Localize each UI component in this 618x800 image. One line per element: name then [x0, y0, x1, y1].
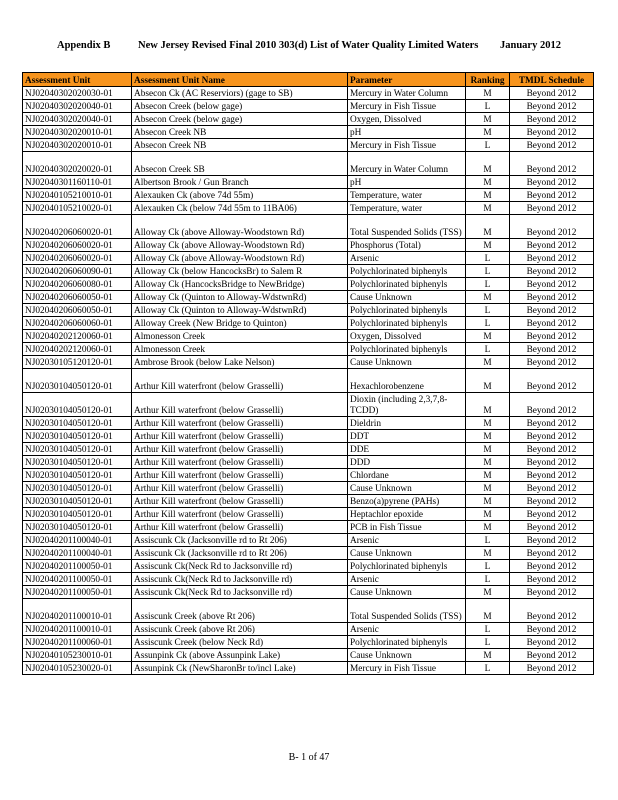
- table-row: [23, 291, 594, 304]
- cell-assessment-unit: NJ02040105210010-01: [23, 189, 132, 202]
- table-row: [23, 176, 594, 189]
- cell-assessment-unit-name: Assiscunk Ck (Jacksonville rd to Rt 206): [132, 547, 348, 560]
- cell-assessment-unit-name: Arthur Kill waterfront (below Grasselli): [132, 443, 348, 456]
- cell-parameter: Mercury in Water Column: [348, 87, 466, 100]
- column-header-ranking: Ranking: [466, 73, 510, 87]
- cell-parameter: Cause Unknown: [348, 547, 466, 560]
- cell-assessment-unit: NJ02040201100050-01: [23, 560, 132, 573]
- table-row: [23, 343, 594, 356]
- table-row: [23, 265, 594, 278]
- column-header-assessment-unit: Assessment Unit: [23, 73, 132, 87]
- cell-assessment-unit-name: Arthur Kill waterfront (below Grasselli): [132, 495, 348, 508]
- table-row: [23, 330, 594, 343]
- cell-parameter: Dieldrin: [348, 417, 466, 430]
- cell-assessment-unit: NJ02030104050120-01: [23, 443, 132, 456]
- cell-tmdl-schedule: Beyond 2012: [510, 430, 594, 443]
- cell-assessment-unit-name: Arthur Kill waterfront (below Grasselli): [132, 521, 348, 534]
- cell-ranking: M: [466, 456, 510, 469]
- cell-assessment-unit: NJ02040302020030-01: [23, 87, 132, 100]
- cell-assessment-unit: NJ02040105230020-01: [23, 662, 132, 675]
- table-row: [23, 239, 594, 252]
- table-row: [23, 482, 594, 495]
- cell-assessment-unit-name: Absecon Creek SB: [132, 152, 348, 176]
- cell-assessment-unit: NJ02040206060020-01: [23, 215, 132, 239]
- cell-ranking: M: [466, 521, 510, 534]
- cell-ranking: M: [466, 239, 510, 252]
- cell-assessment-unit: NJ02040206060090-01: [23, 265, 132, 278]
- cell-assessment-unit: NJ02040201100040-01: [23, 547, 132, 560]
- document-date: January 2012: [500, 40, 561, 51]
- page-header: [0, 40, 618, 54]
- cell-assessment-unit: NJ02040105210020-01: [23, 202, 132, 215]
- cell-tmdl-schedule: Beyond 2012: [510, 189, 594, 202]
- cell-tmdl-schedule: Beyond 2012: [510, 521, 594, 534]
- cell-assessment-unit-name: Ambrose Brook (below Lake Nelson): [132, 356, 348, 369]
- cell-assessment-unit: NJ02030104050120-01: [23, 393, 132, 417]
- cell-tmdl-schedule: Beyond 2012: [510, 100, 594, 113]
- appendix-label: Appendix B: [57, 40, 111, 51]
- cell-tmdl-schedule: Beyond 2012: [510, 495, 594, 508]
- table-row: [23, 662, 594, 675]
- cell-ranking: M: [466, 417, 510, 430]
- cell-assessment-unit-name: Alloway Ck (Quinton to Alloway-WdstwnRd): [132, 291, 348, 304]
- cell-tmdl-schedule: Beyond 2012: [510, 215, 594, 239]
- cell-ranking: M: [466, 393, 510, 417]
- table-row: [23, 573, 594, 586]
- cell-assessment-unit: NJ02040302020020-01: [23, 152, 132, 176]
- cell-assessment-unit-name: Assiscunk Creek (above Rt 206): [132, 623, 348, 636]
- cell-assessment-unit: NJ02040206060020-01: [23, 252, 132, 265]
- cell-parameter: Phosphorus (Total): [348, 239, 466, 252]
- cell-tmdl-schedule: Beyond 2012: [510, 649, 594, 662]
- cell-tmdl-schedule: Beyond 2012: [510, 176, 594, 189]
- cell-assessment-unit: NJ02030104050120-01: [23, 521, 132, 534]
- document-title: New Jersey Revised Final 2010 303(d) List of Water Quality Limited Waters: [138, 40, 479, 51]
- cell-ranking: M: [466, 202, 510, 215]
- cell-parameter: Polychlorinated biphenyls: [348, 265, 466, 278]
- cell-assessment-unit: NJ02040301160110-01: [23, 176, 132, 189]
- table-row: [23, 649, 594, 662]
- cell-assessment-unit: NJ02040206060050-01: [23, 304, 132, 317]
- cell-assessment-unit-name: Arthur Kill waterfront (below Grasselli): [132, 482, 348, 495]
- cell-ranking: M: [466, 508, 510, 521]
- cell-assessment-unit: NJ02040302020040-01: [23, 100, 132, 113]
- cell-tmdl-schedule: Beyond 2012: [510, 126, 594, 139]
- table-row: [23, 586, 594, 599]
- cell-parameter: Polychlorinated biphenyls: [348, 304, 466, 317]
- cell-tmdl-schedule: Beyond 2012: [510, 547, 594, 560]
- cell-ranking: M: [466, 599, 510, 623]
- cell-assessment-unit: NJ02040201100050-01: [23, 573, 132, 586]
- cell-parameter: Mercury in Fish Tissue: [348, 139, 466, 152]
- cell-ranking: L: [466, 636, 510, 649]
- table-row: [23, 139, 594, 152]
- cell-tmdl-schedule: Beyond 2012: [510, 291, 594, 304]
- cell-parameter: Hexachlorobenzene: [348, 369, 466, 393]
- cell-parameter: Oxygen, Dissolved: [348, 330, 466, 343]
- table-row: [23, 469, 594, 482]
- cell-assessment-unit-name: Arthur Kill waterfront (below Grasselli): [132, 417, 348, 430]
- cell-assessment-unit-name: Alloway Ck (above Alloway-Woodstown Rd): [132, 252, 348, 265]
- column-header-tmdl-schedule: TMDL Schedule: [510, 73, 594, 87]
- cell-tmdl-schedule: Beyond 2012: [510, 662, 594, 675]
- cell-assessment-unit: NJ02030104050120-01: [23, 417, 132, 430]
- cell-ranking: L: [466, 343, 510, 356]
- cell-parameter: PCB in Fish Tissue: [348, 521, 466, 534]
- cell-parameter: Total Suspended Solids (TSS): [348, 599, 466, 623]
- cell-ranking: M: [466, 291, 510, 304]
- cell-ranking: M: [466, 189, 510, 202]
- cell-parameter: Arsenic: [348, 623, 466, 636]
- cell-assessment-unit-name: Assunpink Ck (NewSharonBr to/incl Lake): [132, 662, 348, 675]
- cell-tmdl-schedule: Beyond 2012: [510, 317, 594, 330]
- cell-ranking: M: [466, 495, 510, 508]
- cell-ranking: M: [466, 482, 510, 495]
- cell-tmdl-schedule: Beyond 2012: [510, 586, 594, 599]
- table-row: [23, 202, 594, 215]
- cell-tmdl-schedule: Beyond 2012: [510, 252, 594, 265]
- cell-parameter: Polychlorinated biphenyls: [348, 343, 466, 356]
- cell-tmdl-schedule: Beyond 2012: [510, 356, 594, 369]
- cell-parameter: Arsenic: [348, 573, 466, 586]
- cell-assessment-unit-name: Alloway Ck (above Alloway-Woodstown Rd): [132, 239, 348, 252]
- cell-ranking: M: [466, 87, 510, 100]
- cell-assessment-unit: NJ02040206060020-01: [23, 239, 132, 252]
- cell-assessment-unit: NJ02040202120060-01: [23, 330, 132, 343]
- cell-tmdl-schedule: Beyond 2012: [510, 304, 594, 317]
- cell-tmdl-schedule: Beyond 2012: [510, 482, 594, 495]
- cell-tmdl-schedule: Beyond 2012: [510, 508, 594, 521]
- cell-ranking: M: [466, 443, 510, 456]
- cell-ranking: L: [466, 304, 510, 317]
- cell-ranking: M: [466, 152, 510, 176]
- table-row: [23, 534, 594, 547]
- cell-ranking: M: [466, 369, 510, 393]
- cell-ranking: L: [466, 317, 510, 330]
- cell-tmdl-schedule: Beyond 2012: [510, 636, 594, 649]
- cell-assessment-unit: NJ02040302020010-01: [23, 126, 132, 139]
- cell-tmdl-schedule: Beyond 2012: [510, 87, 594, 100]
- table-row: [23, 317, 594, 330]
- table-row: [23, 215, 594, 239]
- cell-tmdl-schedule: Beyond 2012: [510, 417, 594, 430]
- cell-ranking: L: [466, 573, 510, 586]
- cell-tmdl-schedule: Beyond 2012: [510, 623, 594, 636]
- cell-assessment-unit: NJ02030105120120-01: [23, 356, 132, 369]
- cell-parameter: Total Suspended Solids (TSS): [348, 215, 466, 239]
- cell-ranking: M: [466, 330, 510, 343]
- cell-ranking: M: [466, 176, 510, 189]
- cell-ranking: L: [466, 560, 510, 573]
- page-number: B- 1 of 47: [288, 752, 330, 763]
- cell-assessment-unit: NJ02040302020010-01: [23, 139, 132, 152]
- cell-parameter: Mercury in Fish Tissue: [348, 100, 466, 113]
- cell-tmdl-schedule: Beyond 2012: [510, 369, 594, 393]
- water-quality-table: [22, 72, 594, 675]
- table-row: [23, 100, 594, 113]
- cell-parameter: Temperature, water: [348, 202, 466, 215]
- table-header-row: [23, 73, 594, 87]
- cell-assessment-unit: NJ02040201100050-01: [23, 586, 132, 599]
- table-row: [23, 304, 594, 317]
- cell-parameter: Mercury in Fish Tissue: [348, 662, 466, 675]
- cell-parameter: Mercury in Water Column: [348, 152, 466, 176]
- cell-assessment-unit: NJ02040201100060-01: [23, 636, 132, 649]
- table-row: [23, 356, 594, 369]
- cell-ranking: M: [466, 215, 510, 239]
- cell-parameter: Cause Unknown: [348, 291, 466, 304]
- cell-parameter: pH: [348, 176, 466, 189]
- cell-assessment-unit-name: Arthur Kill waterfront (below Grasselli): [132, 456, 348, 469]
- cell-assessment-unit-name: Arthur Kill waterfront (below Grasselli): [132, 393, 348, 417]
- cell-assessment-unit: NJ02030104050120-01: [23, 508, 132, 521]
- cell-assessment-unit: NJ02030104050120-01: [23, 369, 132, 393]
- table-row: [23, 508, 594, 521]
- cell-parameter: Polychlorinated biphenyls: [348, 560, 466, 573]
- table-row: [23, 278, 594, 291]
- table-row: [23, 189, 594, 202]
- cell-parameter: Polychlorinated biphenyls: [348, 636, 466, 649]
- cell-tmdl-schedule: Beyond 2012: [510, 330, 594, 343]
- cell-ranking: M: [466, 586, 510, 599]
- cell-tmdl-schedule: Beyond 2012: [510, 573, 594, 586]
- cell-ranking: M: [466, 356, 510, 369]
- cell-assessment-unit: NJ02040201100010-01: [23, 623, 132, 636]
- table-row: [23, 430, 594, 443]
- cell-assessment-unit: NJ02040105230010-01: [23, 649, 132, 662]
- cell-assessment-unit: NJ02040206060080-01: [23, 278, 132, 291]
- cell-assessment-unit: NJ02040201100010-01: [23, 599, 132, 623]
- cell-assessment-unit: NJ02040302020040-01: [23, 113, 132, 126]
- cell-assessment-unit-name: Alloway Ck (Quinton to Alloway-WdstwnRd): [132, 304, 348, 317]
- cell-assessment-unit-name: Arthur Kill waterfront (below Grasselli): [132, 469, 348, 482]
- cell-assessment-unit-name: Arthur Kill waterfront (below Grasselli): [132, 430, 348, 443]
- cell-assessment-unit-name: Alexauken Ck (above 74d 55m): [132, 189, 348, 202]
- cell-tmdl-schedule: Beyond 2012: [510, 113, 594, 126]
- column-header-parameter: Parameter: [348, 73, 466, 87]
- cell-ranking: L: [466, 139, 510, 152]
- cell-assessment-unit: NJ02030104050120-01: [23, 482, 132, 495]
- cell-parameter: DDE: [348, 443, 466, 456]
- cell-tmdl-schedule: Beyond 2012: [510, 599, 594, 623]
- cell-parameter: DDD: [348, 456, 466, 469]
- cell-tmdl-schedule: Beyond 2012: [510, 560, 594, 573]
- table-row: [23, 152, 594, 176]
- cell-ranking: M: [466, 113, 510, 126]
- cell-assessment-unit-name: Absecon Creek NB: [132, 126, 348, 139]
- cell-tmdl-schedule: Beyond 2012: [510, 278, 594, 291]
- cell-parameter: Cause Unknown: [348, 649, 466, 662]
- cell-assessment-unit-name: Assunpink Ck (above Assunpink Lake): [132, 649, 348, 662]
- table-row: [23, 636, 594, 649]
- cell-parameter: Cause Unknown: [348, 356, 466, 369]
- cell-ranking: M: [466, 430, 510, 443]
- cell-assessment-unit: NJ02040206060060-01: [23, 317, 132, 330]
- cell-parameter: Cause Unknown: [348, 586, 466, 599]
- cell-ranking: M: [466, 547, 510, 560]
- table-row: [23, 443, 594, 456]
- cell-ranking: L: [466, 278, 510, 291]
- cell-tmdl-schedule: Beyond 2012: [510, 139, 594, 152]
- cell-parameter: Oxygen, Dissolved: [348, 113, 466, 126]
- cell-parameter: Arsenic: [348, 534, 466, 547]
- table-row: [23, 456, 594, 469]
- cell-parameter: Chlordane: [348, 469, 466, 482]
- cell-assessment-unit-name: Assiscunk Creek (below Neck Rd): [132, 636, 348, 649]
- cell-ranking: M: [466, 469, 510, 482]
- table-row: [23, 560, 594, 573]
- table-row: [23, 547, 594, 560]
- cell-ranking: L: [466, 265, 510, 278]
- cell-ranking: L: [466, 252, 510, 265]
- cell-tmdl-schedule: Beyond 2012: [510, 265, 594, 278]
- cell-assessment-unit: NJ02030104050120-01: [23, 456, 132, 469]
- cell-ranking: L: [466, 662, 510, 675]
- cell-parameter: Arsenic: [348, 252, 466, 265]
- cell-parameter: Temperature, water: [348, 189, 466, 202]
- cell-parameter: pH: [348, 126, 466, 139]
- cell-assessment-unit: NJ02040201100040-01: [23, 534, 132, 547]
- cell-assessment-unit-name: Absecon Creek NB: [132, 139, 348, 152]
- cell-assessment-unit: NJ02030104050120-01: [23, 469, 132, 482]
- cell-parameter: Heptachlor epoxide: [348, 508, 466, 521]
- table-row: [23, 417, 594, 430]
- cell-parameter: Polychlorinated biphenyls: [348, 278, 466, 291]
- cell-parameter: DDT: [348, 430, 466, 443]
- table-row: [23, 393, 594, 417]
- cell-assessment-unit: NJ02030104050120-01: [23, 430, 132, 443]
- table-row: [23, 623, 594, 636]
- cell-assessment-unit-name: Alloway Creek (New Bridge to Quinton): [132, 317, 348, 330]
- table-body: [23, 87, 594, 675]
- cell-tmdl-schedule: Beyond 2012: [510, 202, 594, 215]
- table-row: [23, 369, 594, 393]
- cell-assessment-unit: NJ02030104050120-01: [23, 495, 132, 508]
- cell-assessment-unit-name: Albertson Brook / Gun Branch: [132, 176, 348, 189]
- table-row: [23, 521, 594, 534]
- cell-assessment-unit-name: Alloway Ck (above Alloway-Woodstown Rd): [132, 215, 348, 239]
- cell-parameter: Cause Unknown: [348, 482, 466, 495]
- table-row: [23, 126, 594, 139]
- cell-assessment-unit: NJ02040202120060-01: [23, 343, 132, 356]
- cell-ranking: L: [466, 100, 510, 113]
- cell-assessment-unit-name: Almonesson Creek: [132, 343, 348, 356]
- cell-assessment-unit-name: Absecon Creek (below gage): [132, 100, 348, 113]
- cell-ranking: M: [466, 126, 510, 139]
- cell-assessment-unit-name: Alloway Ck (HancocksBridge to NewBridge): [132, 278, 348, 291]
- table-row: [23, 599, 594, 623]
- cell-tmdl-schedule: Beyond 2012: [510, 343, 594, 356]
- column-header-assessment-unit-name: Assessment Unit Name: [132, 73, 348, 87]
- cell-tmdl-schedule: Beyond 2012: [510, 443, 594, 456]
- table-row: [23, 87, 594, 100]
- cell-assessment-unit-name: Arthur Kill waterfront (below Grasselli): [132, 508, 348, 521]
- cell-tmdl-schedule: Beyond 2012: [510, 393, 594, 417]
- cell-tmdl-schedule: Beyond 2012: [510, 239, 594, 252]
- table-row: [23, 495, 594, 508]
- cell-ranking: L: [466, 534, 510, 547]
- cell-parameter: Polychlorinated biphenyls: [348, 317, 466, 330]
- cell-assessment-unit-name: Arthur Kill waterfront (below Grasselli): [132, 369, 348, 393]
- cell-ranking: L: [466, 623, 510, 636]
- cell-assessment-unit-name: Assiscunk Ck(Neck Rd to Jacksonville rd): [132, 573, 348, 586]
- cell-tmdl-schedule: Beyond 2012: [510, 534, 594, 547]
- table-row: [23, 252, 594, 265]
- cell-assessment-unit-name: Absecon Ck (AC Reserviors) (gage to SB): [132, 87, 348, 100]
- cell-assessment-unit-name: Alexauken Ck (below 74d 55m to 11BA06): [132, 202, 348, 215]
- cell-assessment-unit-name: Absecon Creek (below gage): [132, 113, 348, 126]
- cell-assessment-unit-name: Almonesson Creek: [132, 330, 348, 343]
- cell-tmdl-schedule: Beyond 2012: [510, 469, 594, 482]
- cell-tmdl-schedule: Beyond 2012: [510, 152, 594, 176]
- table-row: [23, 113, 594, 126]
- cell-tmdl-schedule: Beyond 2012: [510, 456, 594, 469]
- cell-assessment-unit: NJ02040206060050-01: [23, 291, 132, 304]
- cell-assessment-unit-name: Assiscunk Creek (above Rt 206): [132, 599, 348, 623]
- cell-assessment-unit-name: Alloway Ck (below HancocksBr) to Salem R: [132, 265, 348, 278]
- cell-parameter: Benzo(a)pyrene (PAHs): [348, 495, 466, 508]
- cell-parameter: Dioxin (including 2,3,7,8-TCDD): [348, 393, 466, 417]
- cell-ranking: M: [466, 649, 510, 662]
- cell-assessment-unit-name: Assiscunk Ck(Neck Rd to Jacksonville rd): [132, 560, 348, 573]
- cell-assessment-unit-name: Assiscunk Ck(Neck Rd to Jacksonville rd): [132, 586, 348, 599]
- cell-assessment-unit-name: Assiscunk Ck (Jacksonville rd to Rt 206): [132, 534, 348, 547]
